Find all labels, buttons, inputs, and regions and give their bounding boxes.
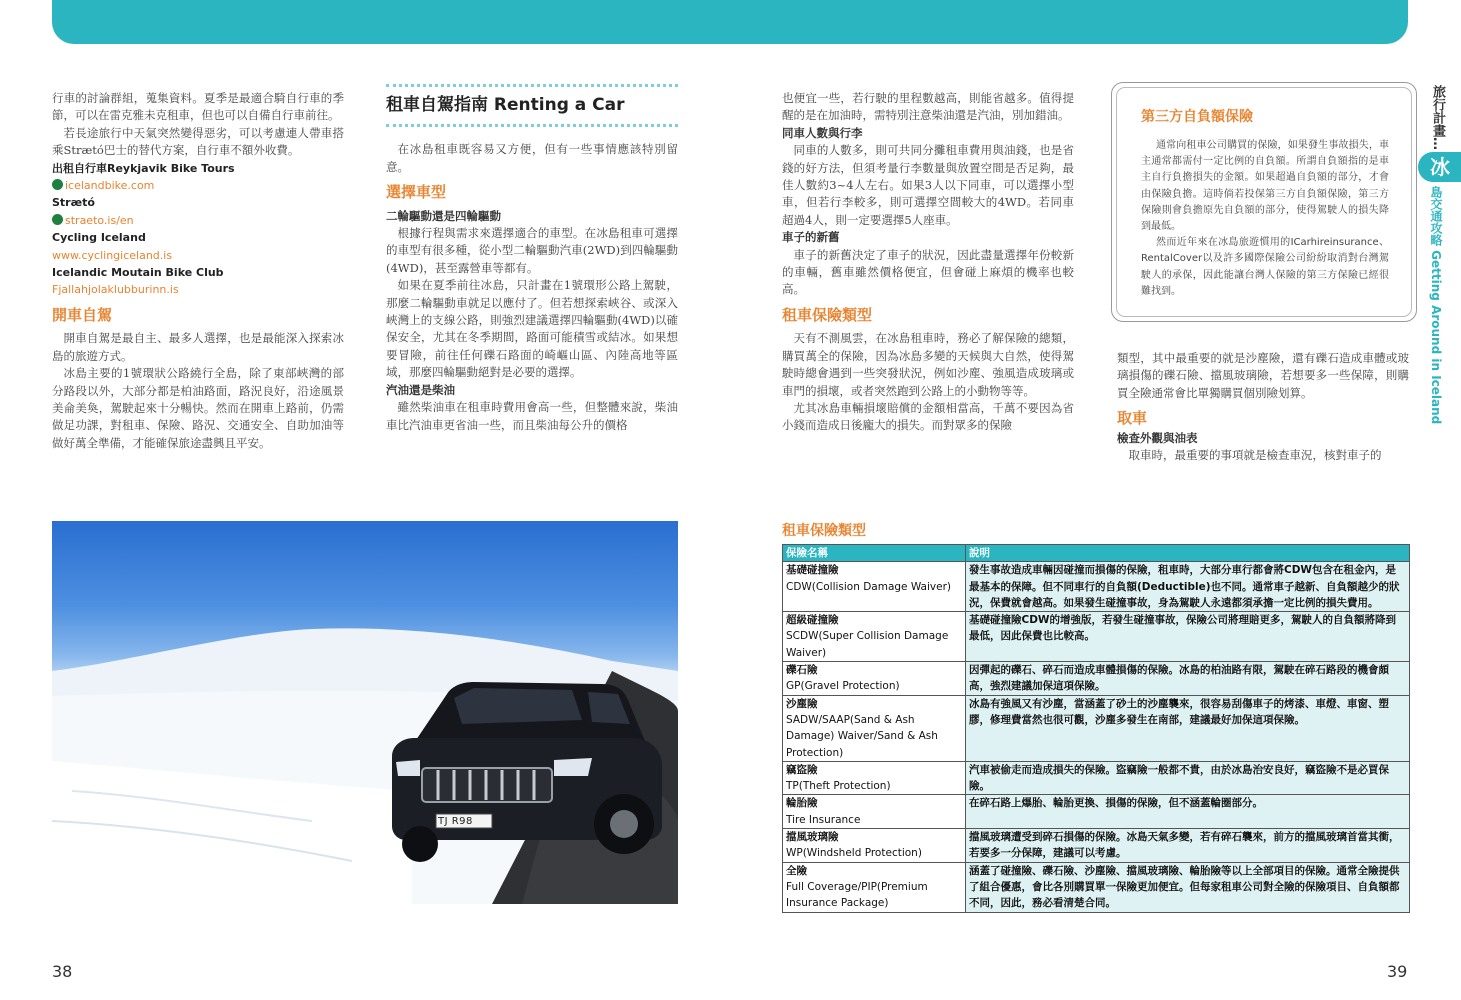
table-row (783, 829, 1410, 863)
insurance-name-cell (783, 829, 966, 863)
insurance-name-cell (783, 695, 966, 761)
bike-rental-link[interactable]: icelandbike.com (52, 177, 344, 194)
insurance-description: 發生事故造成車輛因碰撞而損傷的保險，租車時，大部分車行都會將CDW包含在租金內，是最基本的保障。但不同車行的自負額(Deductible)也不同。通常車子越新、自負額越少的狀況，保費就會越高。如果發生碰撞事故，身為駕駛人永遠都須承擔一定比例的損失費用。 (966, 562, 1410, 612)
paragraph: 雖然柴油車在租車時費用會高一些，但整體來說，柴油車比汽油車更省油一些，而且柴油每公升的價格 (386, 400, 678, 432)
paragraph: 如果在夏季前往冰島，只計畫在1號環形公路上駕駛，那麼二輪驅動車就足以應付了。但若想探索峽谷、或深入峽灣上的支線公路，則強烈建議選擇四輪驅動(4WD)以確保安全，尤其在冬季期間，路面可能積雪或結冰。如果想要冒險，前往任何礫石路面的崎嶇山區、內陸高地等區域，那麼四輪驅動絕對是必要的選擇。 (386, 278, 678, 380)
paragraph: 也便宜一些，若行駛的里程數越高，則能省越多。值得提醒的是在加油時，需特別注意柴油還是汽油，別加錯油。 (782, 91, 1074, 123)
box-title: 第三方自負額保險 (1141, 109, 1253, 125)
insurance-english-name: Full Coverage/PIP(Premium Insurance Package) (786, 880, 928, 910)
top-banner (52, 0, 1408, 44)
insurance-description: 汽車被偷走而造成損失的保險。盜竊險一般都不貴，由於冰島治安良好，竊盜險不是必買保險。 (966, 761, 1410, 795)
chapter-side-tab[interactable] (1418, 85, 1461, 424)
insurance-description: 涵蓋了碰撞險、礫石險、沙塵險、擋風玻璃險、輪胎險等以上全部項目的保險。通常全險提供了組合優惠，會比各別購買單一保險更加便宜。但每家租車公司對全險的保險項目、自負額都不同，因此，務必看清楚合同。 (966, 862, 1410, 912)
section-heading: 租車保險類型 (782, 305, 873, 324)
table-row (783, 695, 1410, 761)
subheading: 檢查外觀與油表 (1117, 430, 1198, 445)
insurance-english-name: TP(Theft Protection) (786, 780, 891, 793)
insurance-name: 礫石險 (786, 664, 818, 677)
insurance-name: 基礎碰撞險 (786, 564, 839, 577)
insurance-description: 基礎碰撞險CDW的增強版，若發生碰撞事故，保險公司將理賠更多，駕駛人的自負額將降到最低，因此保費也比較高。 (966, 612, 1410, 662)
insurance-name-cell (783, 612, 966, 662)
cycling-title: Cycling Iceland (52, 231, 146, 245)
globe-icon (52, 179, 63, 190)
table-row (783, 562, 1410, 612)
insurance-table (782, 544, 1410, 913)
table-row (783, 662, 1410, 696)
insurance-name-cell (783, 795, 966, 829)
insurance-name: 擋風玻璃險 (786, 831, 839, 844)
insurance-english-name: GP(Gravel Protection) (786, 680, 900, 693)
paragraph: 同車的人數多，則可共同分攤租車費用與油錢，也是省錢的好方法，但須考量行李數量與放置空間是否足夠，最佳人數約3~4人左右。如果3人以下同車，可以選擇小型車，但若行李較多，則可選擇空間較大的4WD。若同車超過4人，則一定要選擇5人座車。 (782, 143, 1074, 227)
straeto-link[interactable]: straeto.is/en (52, 212, 344, 229)
paragraph: 通常向租車公司購買的保險，如果發生事故損失，車主通常都需付一定比例的自負額。所謂自負額指的是車主自行負擔損失的金額。如果超過自負額的部分，才會由保險負擔。這時倘若投保第三方自負額保險，第三方保險則會負擔原先自負額的部分，使得駕駛人的損失降到最低。 (1141, 140, 1389, 233)
paragraph: 若長途旅行中天氣突然變得惡劣，可以考慮連人帶車搭乘Strætó巴士的替代方案，自行車不額外收費。 (52, 125, 344, 158)
side-label-top: 旅行計畫… (1430, 85, 1445, 150)
paragraph: 天有不測風雲，在冰島租車時，務必了解保險的總類，購買萬全的保險，因為冰島多變的天候與大自然，使得駕駛時總會遇到一些突發狀況，例如沙塵、強風造成玻璃或車門的損壞，或者突然跑到公路上的小動物等等。 (782, 331, 1074, 398)
insurance-name-cell (783, 562, 966, 612)
paragraph: 冰島主要的1號環狀公路繞行全島，除了東部峽灣的部分路段以外，大部分都是柏油路面，路況良好，沿途風景美侖美奐，駕駛起來十分暢快。然而在開車上路前，仍需做足功課，對租車、保險、路況、交通安全、自助加油等做好萬全準備，才能確保旅途盡興且平安。 (52, 366, 344, 450)
subheading: 車子的新舊 (782, 230, 840, 245)
insurance-english-name: CDW(Collision Damage Waiver) (786, 580, 952, 593)
bike-rental-title: 出租自行車Reykjavik Bike Tours (52, 161, 235, 175)
insurance-name-cell (783, 761, 966, 795)
insurance-name: 竊盜險 (786, 763, 818, 776)
side-tab-chip: 冰 (1418, 152, 1461, 182)
straeto-title: Strætó (52, 196, 95, 210)
box-inner (1116, 87, 1412, 317)
right-column-1 (782, 90, 1074, 435)
page-number-right: 39 (1387, 962, 1408, 981)
subheading: 汽油還是柴油 (386, 382, 455, 397)
table-row (783, 612, 1410, 662)
license-plate: TJ R98 (438, 816, 473, 827)
right-column-2 (1117, 350, 1409, 464)
insurance-description: 在碎石路上爆胎、輪胎更換、損傷的保險，但不涵蓋輪圈部分。 (966, 795, 1410, 829)
paragraph: 車子的新舊決定了車子的狀況，因此盡量選擇年份較新的車輛，舊車雖然價格便宜，但會碰上麻煩的機率也較高。 (782, 247, 1074, 297)
paragraph: 根據行程與需求來選擇適合的車型。在冰島租車可選擇的車型有很多種，從小型二輪驅動汽車(2WD)到四輪驅動(4WD)，甚至露營車等都有。 (386, 226, 678, 275)
paragraph: 類型，其中最重要的就是沙塵險，還有礫石造成車體或玻璃損傷的礫石險、擋風玻璃險，若想要多一些保障，則購買全險通常會比單獨購買個別險划算。 (1117, 351, 1409, 400)
insurance-name: 沙塵險 (786, 697, 818, 710)
insurance-name-cell (783, 662, 966, 696)
header-name: 保險名稱 (783, 545, 966, 562)
globe-icon (52, 214, 63, 225)
club-title: Icelandic Moutain Bike Club (52, 266, 224, 280)
snow-car-illustration (52, 521, 678, 904)
left-column-2 (386, 84, 678, 434)
cycling-link[interactable]: www.cyclingiceland.is (52, 248, 173, 262)
insurance-english-name: WP(Windsheld Protection) (786, 847, 922, 860)
paragraph: 然而近年來在冰島旅遊慣用的ICarhireinsurance、RentalCover以及許多國際保險公司紛紛取消對台灣駕駛人的承保，因此能讓台灣人保險的第三方保險已經很難找到。 (1141, 237, 1389, 297)
subheading: 二輪驅動還是四輪驅動 (386, 208, 501, 223)
table-title: 租車保險類型 (782, 523, 866, 539)
car-photo (52, 521, 678, 904)
table-row (783, 795, 1410, 829)
insurance-name: 輪胎險 (786, 797, 818, 810)
insurance-name: 超級碰撞險 (786, 614, 839, 627)
section-heading: 開車自駕 (52, 305, 113, 324)
divider (386, 124, 678, 127)
insurance-english-name: SCDW(Super Collision Damage Waiver) (786, 630, 949, 659)
club-link[interactable]: Fjallahjolaklubburinn.is (52, 283, 179, 297)
insurance-description: 擋風玻璃遭受到碎石損傷的保險。冰島天氣多變，若有碎石襲來，前方的擋風玻璃首當其衝，若要多一分保障，建議可以考慮。 (966, 829, 1410, 863)
page-number-left: 38 (52, 962, 73, 981)
side-label-sub: 島交通攻略 Getting Around in Iceland (1429, 186, 1443, 425)
insurance-description: 因彈起的礫石、碎石而造成車體損傷的保險。冰島的柏油路有限，駕駛在碎石路段的機會頗高，強烈建議加保這項保險。 (966, 662, 1410, 696)
insurance-name-cell (783, 862, 966, 912)
paragraph: 開車自駕是最自主、最多人選擇，也是最能深入探索冰島的旅遊方式。 (52, 331, 344, 363)
insurance-name: 全險 (786, 864, 807, 877)
table-row (783, 862, 1410, 912)
paragraph: 取車時，最重要的事項就是檢查車況，核對車子的 (1128, 448, 1382, 463)
paragraph: 尤其冰島車輛損壞賠償的金額相當高，千萬不要因為省小錢而造成日後龐大的損失。而對眾多的保險 (782, 400, 1074, 433)
insurance-description: 冰島有強風又有沙塵，當涵蓋了砂土的沙塵襲來，很容易刮傷車子的烤漆、車燈、車窗、塑膠，修理費當然也很可觀，沙塵多發生在南部，建議最好加保這項保險。 (966, 695, 1410, 761)
paragraph: 行車的討論群組，蒐集資料。夏季是最適合騎自行車的季節，可以在雷克雅未克租車，但也可以自備自行車前往。 (52, 91, 344, 123)
insurance-english-name: SADW/SAAP(Sand & Ash Damage) Waiver/Sand & Ash Protection) (786, 713, 938, 759)
table-header-row (783, 545, 1410, 562)
article-title: 租車自駕指南 Renting a Car (386, 95, 625, 115)
section-heading: 選擇車型 (386, 183, 447, 202)
left-column-1 (52, 90, 344, 452)
section-heading: 取車 (1117, 409, 1148, 428)
paragraph: 在冰島租車既容易又方便，但有一些事情應該特別留意。 (386, 142, 678, 174)
third-party-insurance-box (1111, 82, 1417, 322)
header-desc: 說明 (966, 545, 1410, 562)
table-row (783, 761, 1410, 795)
subheading: 同車人數與行李 (782, 125, 863, 140)
insurance-english-name: Tire Insurance (786, 813, 861, 826)
